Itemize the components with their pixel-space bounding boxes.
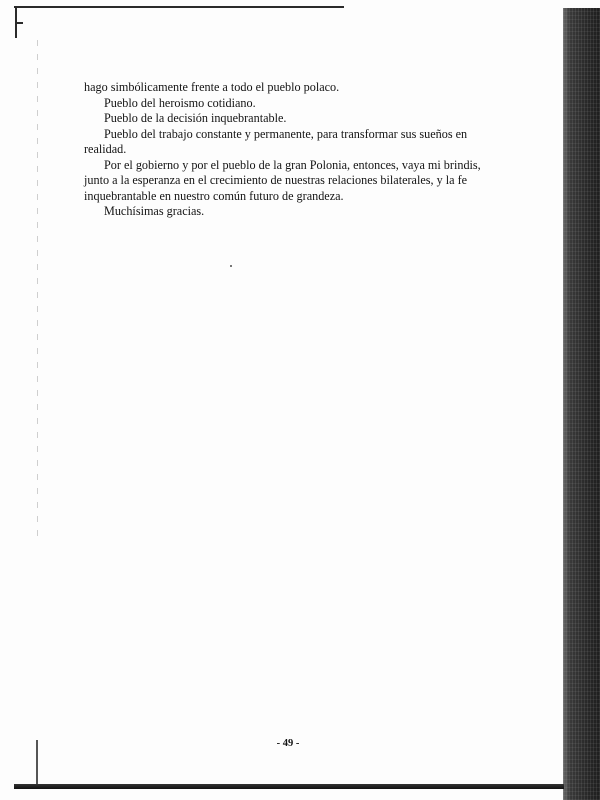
scan-corner-mark (15, 14, 23, 24)
scan-speck (230, 265, 232, 267)
scan-left-trace (37, 40, 38, 540)
scan-edge-right (563, 8, 600, 800)
scan-edge-top (14, 6, 344, 8)
paragraph: Muchísimas gracias. (104, 204, 205, 218)
paragraph: hago simbólicamente frente a todo el pueblo polaco. (84, 80, 340, 94)
paragraph: Pueblo del heroismo cotidiano. (104, 95, 256, 110)
paragraph: Por el gobierno y por el pueblo de la gran Polonia, entonces, vaya mi brindis, junto a la esperanza en el crecimiento de nuestras relaciones bilaterales, y la fe inquebrantable en nuestro común futuro de grandeza. (84, 157, 481, 203)
paragraph: Pueblo del trabajo constante y permanente, para transformar sus sueños en realidad. (84, 126, 468, 156)
page-number: - 49 - (276, 738, 300, 749)
body-text (84, 80, 504, 220)
scan-edge-bottom (14, 784, 564, 789)
paragraph: Pueblo de la decisión inquebrantable. (104, 111, 287, 125)
